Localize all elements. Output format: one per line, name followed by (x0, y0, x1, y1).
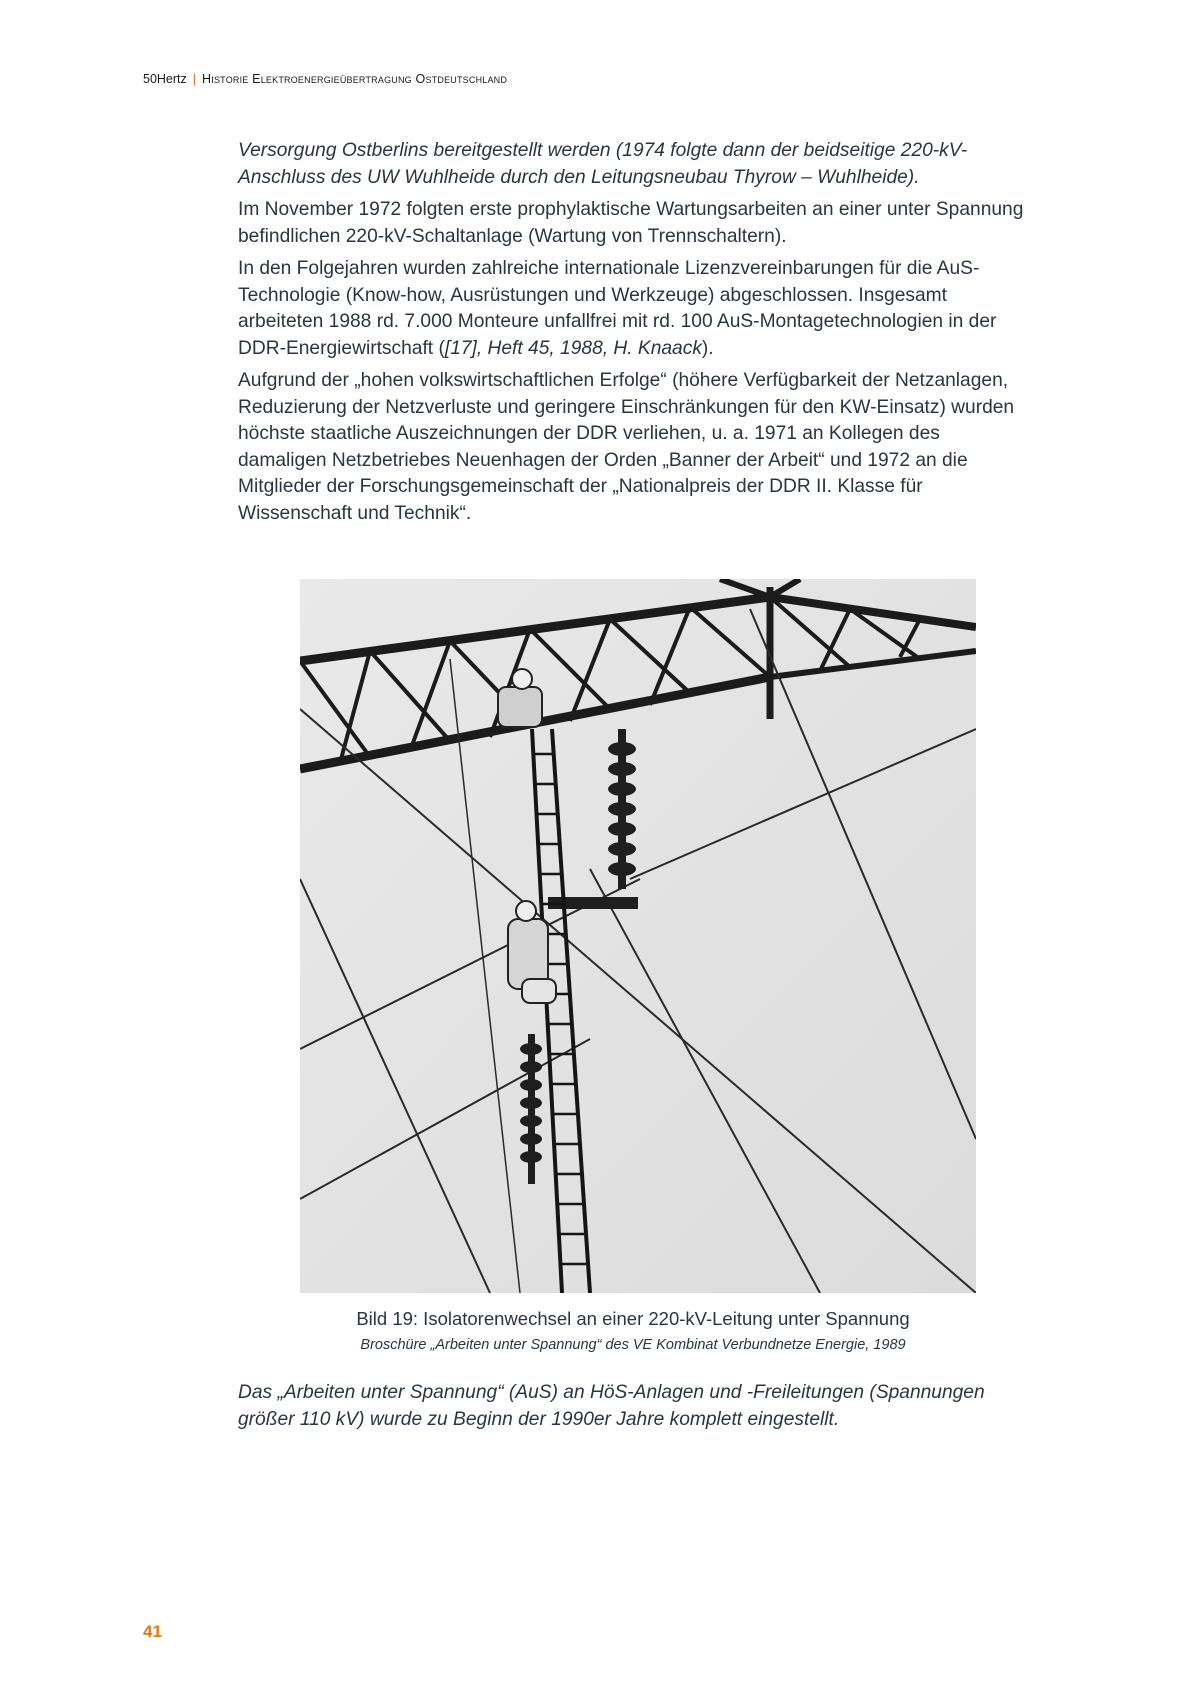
running-header (143, 72, 507, 86)
paragraph-1-text: Versorgung Ostberlins bereitgestellt werden (1974 folgte dann der beidseitige 220-kV-Anschluss des UW Wuhlheide durch den Leitungsneubau Thyrow – Wuhlheide). (238, 140, 968, 188)
paragraph-3-reference: [17], Heft 45, 1988, H. Knaack (444, 337, 702, 359)
paragraph-3-end: ). (701, 337, 714, 359)
closing-paragraph (238, 1380, 1038, 1433)
header-separator: | (192, 72, 197, 86)
paragraph-1 (238, 138, 1028, 191)
header-brand: 50Hertz (143, 72, 187, 86)
paragraph-4: Aufgrund der „hohen volkswirtschaftlichen Erfolge“ (höhere Verfügbarkeit der Netzanlagen, Reduzierung der Netzverluste und geringere Einschränkungen für den KW-Einsatz) wurden höchste staatliche Auszeichnungen der DDR verliehen, u. a. 1971 an Kollegen des damaligen Netzbetriebes Neuenhagen der Orden „Banner der Arbeit“ und 1972 an die Mitglieder der Forschungsgemeinschaft der „Nationalpreis der DDR II. Klasse für Wissenschaft und Technik“. (238, 370, 1015, 524)
paragraph-2: Im November 1972 folgten erste prophylaktische Wartungsarbeiten an einer unter Spannung befindlichen 220-kV-Schaltanlage (Wartung von Trennschaltern). (238, 199, 1024, 247)
figure-photo (300, 579, 976, 1293)
paragraph-3 (238, 256, 1028, 362)
closing-text: Das „Arbeiten unter Spannung“ (AuS) an HöS-Anlagen und -Freileitungen (Spannungen größer 110 kV) wurde zu Beginn der 1990er Jahre komplett eingestellt. (238, 1382, 985, 1430)
header-title: Historie Elektroenergieübertragung Ostdeutschland (202, 72, 508, 86)
caption-source: Broschüre „Arbeiten unter Spannung“ des VE Kombinat Verbundnetze Energie, 1989 (360, 1337, 906, 1353)
paragraph-3-text: In den Folgejahren wurden zahlreiche internationale Lizenzvereinbarungen für die AuS-Technologie (Know-how, Ausrüstungen und Werkzeuge) abgeschlossen. Insgesamt arbeiteten 1988 rd. 7.000 Monteure unfallfrei mit rd. 100 AuS-Montagetechnologien in der DDR-Energiewirtschaft ( (238, 258, 997, 359)
caption-title: Bild 19: Isolatorenwechsel an einer 220-kV-Leitung unter Spannung (356, 1308, 910, 1329)
body-text (238, 138, 1028, 533)
transmission-tower-photo (300, 579, 976, 1293)
figure-caption (238, 1307, 1028, 1356)
page-number: 41 (143, 1622, 162, 1641)
